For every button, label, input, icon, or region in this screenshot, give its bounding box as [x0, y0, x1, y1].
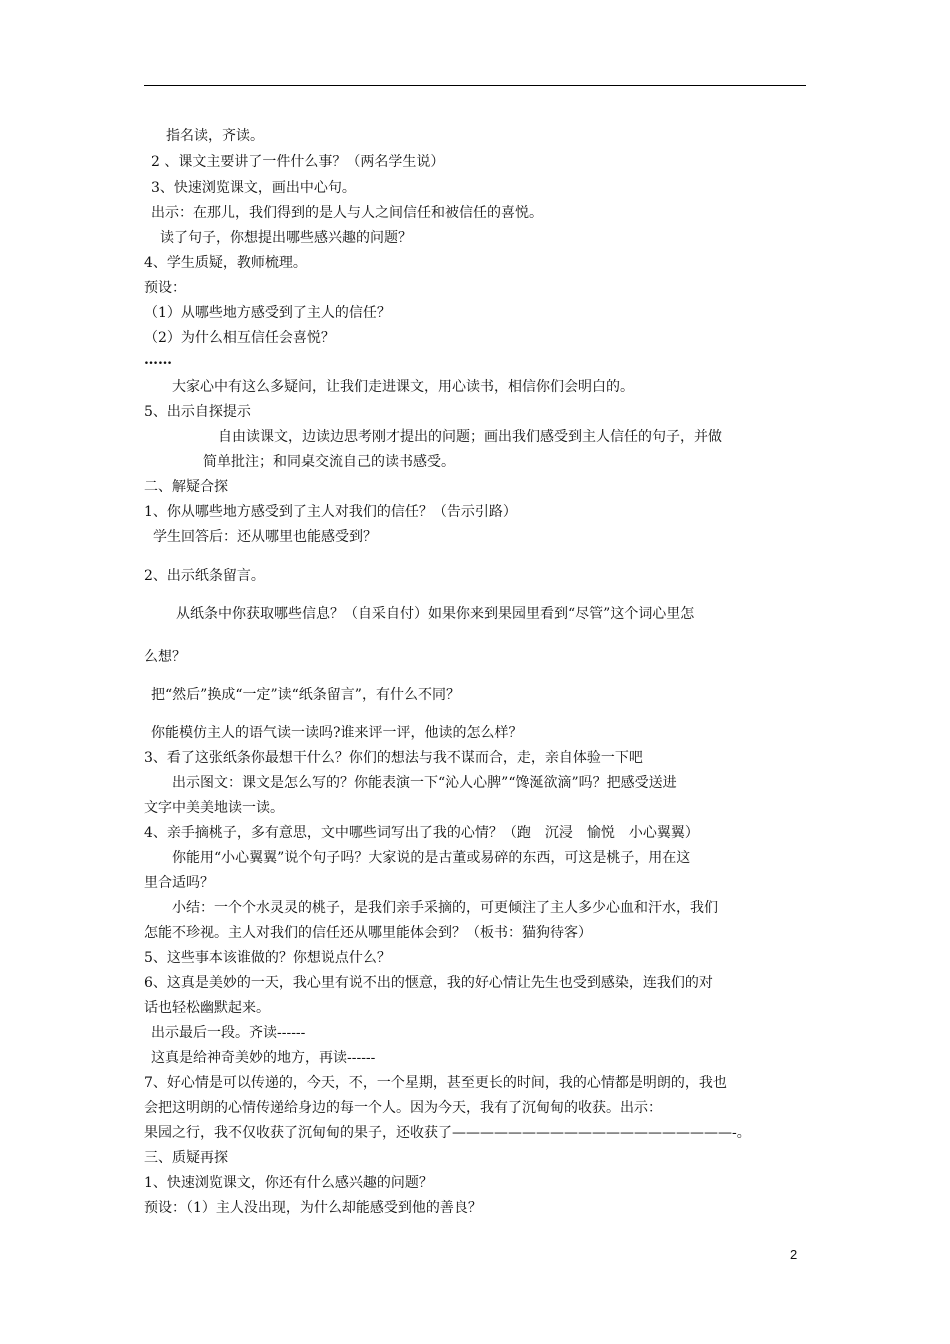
- text-line: 2 、课文主要讲了一件什么事？（两名学生说）: [151, 154, 445, 170]
- text-line: 从纸条中你获取哪些信息？（自采自付）如果你来到果园里看到“尽管”这个词心里怎: [176, 606, 695, 622]
- text-line: 大家心中有这么多疑问，让我们走进课文，用心读书，相信你们会明白的。: [172, 379, 634, 395]
- text-line: 文字中美美地读一读。: [144, 800, 284, 816]
- text-line: 果园之行，我不仅收获了沉甸甸的果子，还收获了————————————————————-。: [144, 1125, 751, 1141]
- text-line: 学生回答后：还从哪里也能感受到？: [153, 529, 377, 545]
- text-line: 6、这真是美妙的一天，我心里有说不出的惬意，我的好心情让先生也受到感染，连我们的对: [144, 975, 713, 991]
- text-line: 预设：（1）主人没出现，为什么却能感受到他的善良？: [144, 1200, 482, 1216]
- text-line: 把“然后”换成“一定”读“纸条留言”，有什么不同？: [151, 687, 460, 703]
- text-line: 三、质疑再探: [144, 1150, 228, 1166]
- page-number: 2: [790, 1247, 798, 1262]
- header-rule: [144, 85, 806, 86]
- text-line: （2）为什么相互信任会喜悦？: [144, 330, 335, 346]
- text-line: 怎能不珍视。主人对我们的信任还从哪里能体会到？（板书：猫狗待客）: [144, 925, 592, 941]
- text-line: 4、亲手摘桃子，多有意思，文中哪些词写出了我的心情？（跑 沉浸 愉悦 小心翼翼）: [144, 825, 699, 841]
- text-line: 里合适吗？: [144, 875, 214, 891]
- text-line: ……: [144, 352, 172, 368]
- text-line: 预设：: [144, 280, 186, 296]
- text-line: 1、你从哪些地方感受到了主人对我们的信任？（告示引路）: [144, 504, 517, 520]
- text-line: 你能模仿主人的语气读一读吗?谁来评一评，他读的怎么样？: [151, 725, 523, 741]
- text-line: 么想？: [144, 649, 186, 665]
- text-line: 话也轻松幽默起来。: [144, 1000, 270, 1016]
- text-line: （1）从哪些地方感受到了主人的信任？: [144, 305, 391, 321]
- text-line: 小结：一个个水灵灵的桃子，是我们亲手采摘的，可更倾注了主人多少心血和汗水，我们: [172, 900, 718, 916]
- text-line: 读了句子，你想提出哪些感兴趣的问题？: [160, 230, 412, 246]
- text-line: 指名读，齐读。: [166, 128, 264, 144]
- text-line: 二、解疑合探: [144, 479, 228, 495]
- text-line: 7、好心情是可以传递的，今天，不，一个星期，甚至更长的时间，我的心情都是明朗的，我也: [144, 1075, 727, 1091]
- text-line: 你能用“小心翼翼”说个句子吗？大家说的是古董或易碎的东西，可这是桃子，用在这: [172, 850, 691, 866]
- text-line: 这真是给神奇美妙的地方，再读------: [151, 1050, 376, 1066]
- text-line: 1、快速浏览课文，你还有什么感兴趣的问题？: [144, 1175, 433, 1191]
- text-line: 会把这明朗的心情传递给身边的每一个人。因为今天，我有了沉甸甸的收获。出示：: [144, 1100, 662, 1116]
- text-line: 出示图文：课文是怎么写的？你能表演一下“沁人心脾”“馋涎欲滴”吗？把感受送进: [172, 775, 677, 791]
- text-line: 出示最后一段。齐读------: [151, 1025, 306, 1041]
- text-line: 4、学生质疑，教师梳理。: [144, 255, 307, 271]
- text-line: 3、快速浏览课文，画出中心句。: [151, 180, 356, 196]
- text-line: 自由读课文，边读边思考刚才提出的问题；画出我们感受到主人信任的句子，并做: [218, 429, 722, 445]
- text-line: 5、这些事本该谁做的？你想说点什么？: [144, 950, 391, 966]
- text-line: 简单批注；和同桌交流自己的读书感受。: [203, 454, 455, 470]
- text-line: 5、出示自探提示: [144, 404, 251, 420]
- text-line: 3、看了这张纸条你最想干什么？你们的想法与我不谋而合，走，亲自体验一下吧: [144, 750, 643, 766]
- text-line: 出示：在那儿，我们得到的是人与人之间信任和被信任的喜悦。: [151, 205, 543, 221]
- text-line: 2、出示纸条留言。: [144, 568, 265, 584]
